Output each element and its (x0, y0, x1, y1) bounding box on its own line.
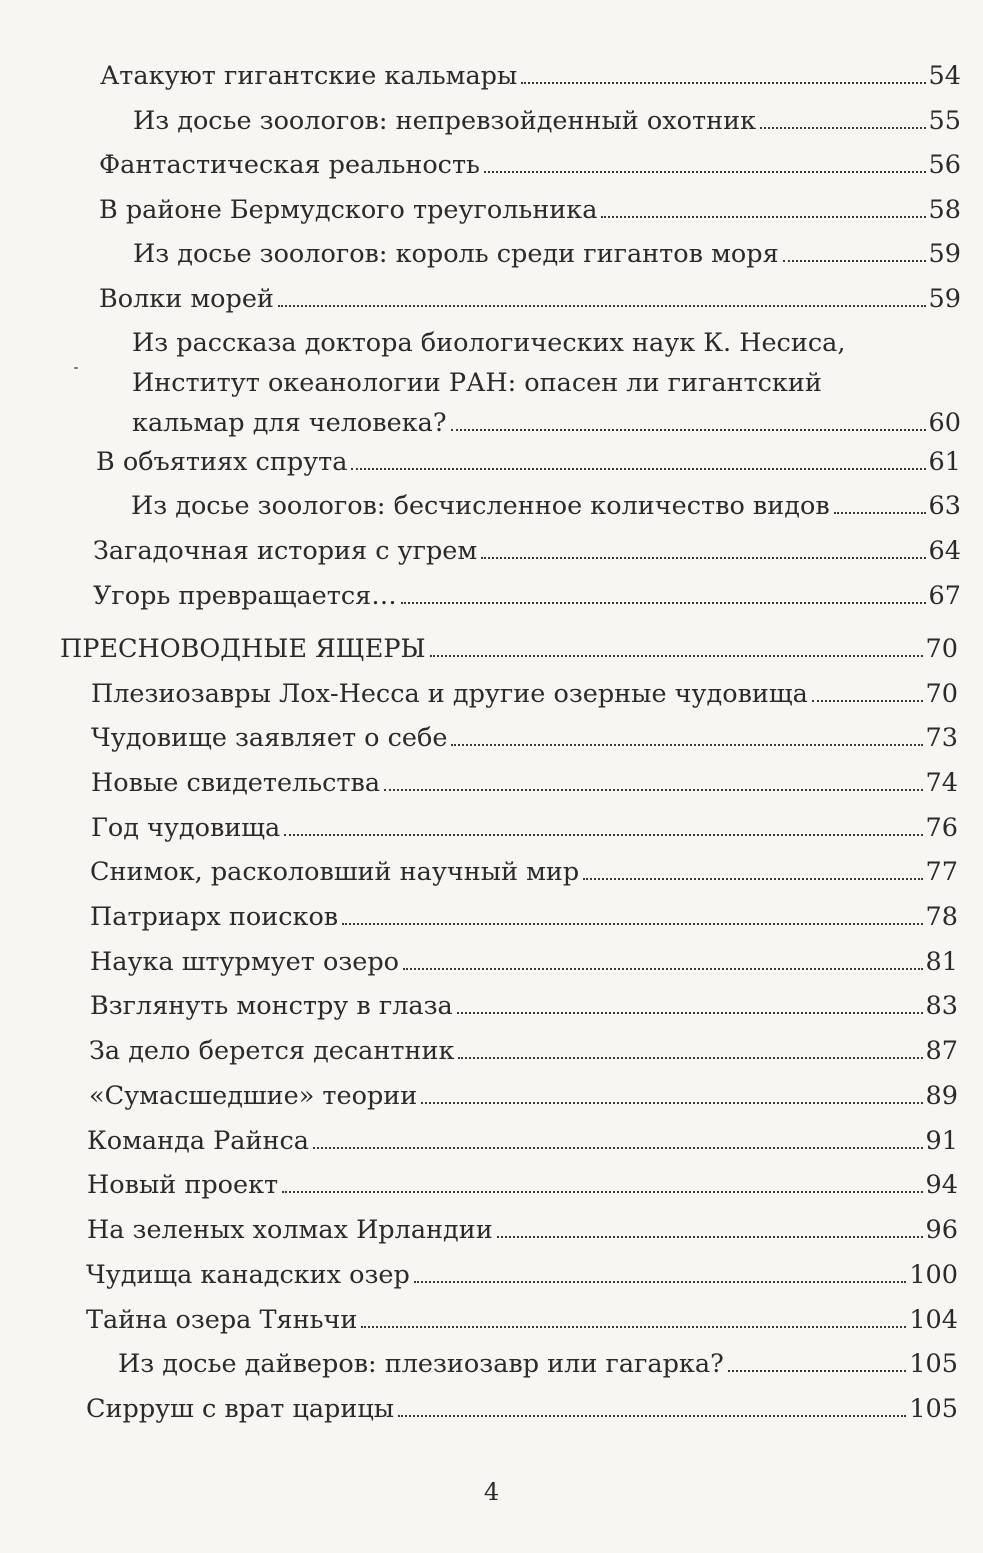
toc-entry-page: 70 (925, 679, 958, 709)
toc-entry-page: 91 (925, 1126, 958, 1156)
toc-entry-last-line (132, 403, 961, 443)
toc-entry-title: Наука штурмует озеро (90, 947, 400, 977)
toc-entry-title: Взглянуть монстру в глаза (90, 991, 453, 1021)
toc-entry-page: 94 (925, 1170, 958, 1200)
toc-entry-title: Снимок, расколовший научный мир (90, 857, 580, 887)
toc-entry-title: Плезиозавры Лох-Несса и другие озерные чудовища (91, 679, 808, 709)
toc-entry-title: В районе Бермудского треугольника (99, 195, 598, 225)
toc-entry-page: 74 (925, 768, 958, 798)
dot-leader (451, 429, 926, 431)
dot-leader (403, 968, 923, 970)
toc-entry-title-line: Из рассказа доктора биологических наук К. Несиса, (132, 328, 846, 358)
toc-entry-title: Год чудовища (91, 813, 281, 843)
toc-entry (131, 491, 961, 521)
toc-entry (87, 1215, 958, 1245)
dot-leader (484, 171, 926, 173)
toc-entry-page: 87 (925, 1036, 958, 1066)
dot-leader (351, 468, 925, 470)
dot-leader (278, 305, 926, 307)
dot-leader (583, 878, 922, 880)
dot-leader (481, 557, 925, 559)
toc-entry (90, 902, 958, 932)
dot-leader (521, 82, 925, 84)
dot-leader (783, 260, 926, 262)
toc-entry-title: Из досье зоологов: король среди гигантов моря (133, 239, 779, 269)
toc-entry-title: Волки морей (99, 284, 274, 314)
toc-entry (99, 150, 961, 180)
toc-entry-title: Атакуют гигантские кальмары (100, 61, 518, 91)
dot-leader (384, 789, 922, 791)
toc-entry-title: За дело берется десантник (89, 1036, 455, 1066)
toc-entry-title-line: кальмар для человека? (132, 408, 447, 438)
dot-leader (401, 602, 926, 604)
toc-entry-title: На зеленых холмах Ирландии (87, 1215, 493, 1245)
toc-entry-page: 105 (909, 1394, 958, 1424)
toc-entry-page: 96 (925, 1215, 958, 1245)
toc-entry-title: Тайна озера Тяньчи (86, 1305, 358, 1335)
toc-entry (91, 723, 958, 753)
toc-entry-page: 77 (925, 857, 958, 887)
page-number: 4 (483, 1478, 500, 1506)
toc-entry (91, 679, 958, 709)
toc-entry-page: 61 (928, 447, 961, 477)
toc-entry-title: В объятиях спрута (96, 447, 348, 477)
toc-entry-title: ПРЕСНОВОДНЫЕ ЯЩЕРЫ (60, 634, 426, 664)
dot-leader (601, 216, 925, 218)
toc-entry (133, 106, 961, 136)
toc-entry-title: Из досье зоологов: бесчисленное количество видов (131, 491, 830, 521)
toc-entry-title: Угорь превращается… (93, 581, 397, 611)
toc-entry (91, 813, 958, 843)
dot-leader (284, 834, 922, 836)
toc-entry-title: Новые свидетельства (91, 768, 381, 798)
toc-entry-title: Команда Райнса (87, 1126, 309, 1156)
toc-entry (93, 581, 961, 611)
toc-entry-page: 73 (925, 723, 958, 753)
toc-entry-page: 70 (925, 634, 958, 664)
toc-entry-title: «Сумасшедшие» теории (89, 1081, 418, 1111)
dot-leader (458, 1057, 922, 1059)
toc-entry (87, 1170, 958, 1200)
dot-leader (414, 1281, 906, 1283)
dot-leader (760, 127, 926, 129)
dot-leader (834, 512, 926, 514)
dot-leader (421, 1102, 922, 1104)
toc-entry-page: 78 (925, 902, 958, 932)
dot-leader (398, 1415, 906, 1417)
toc-entry (90, 857, 958, 887)
toc-entry-title: Чудовище заявляет о себе (91, 723, 448, 753)
toc-entry-page: 56 (928, 150, 961, 180)
toc-entry (100, 61, 961, 91)
toc-entry-page: 60 (928, 408, 961, 438)
toc-entry-page: 64 (928, 536, 961, 566)
toc-entry (99, 284, 961, 314)
toc-entry (87, 1126, 958, 1156)
toc-entry-page: 58 (928, 195, 961, 225)
toc-entry-page: 54 (928, 61, 961, 91)
dot-leader (728, 1370, 907, 1372)
toc-entry-page: 67 (928, 581, 961, 611)
toc-entry-title: Сирруш с врат царицы (86, 1394, 395, 1424)
toc-section-heading (60, 634, 958, 664)
toc-entry-title: Чудища канадских озер (86, 1260, 410, 1290)
toc-entry-page: 100 (909, 1260, 958, 1290)
toc-entry-page: 55 (928, 106, 961, 136)
toc-entry-page: 76 (925, 813, 958, 843)
dot-leader (457, 1012, 923, 1014)
toc-entry (89, 1036, 958, 1066)
dot-leader (342, 923, 922, 925)
toc-entry (96, 447, 961, 477)
toc-entry (133, 239, 961, 269)
toc-entry-page: 59 (928, 284, 961, 314)
toc-entry-multiline (132, 323, 961, 443)
toc-entry-page: 63 (928, 491, 961, 521)
toc-entry (91, 768, 958, 798)
toc-entry-page: 81 (925, 947, 958, 977)
toc-entry-page: 105 (909, 1349, 958, 1379)
toc-entry (90, 947, 958, 977)
dot-leader (282, 1191, 922, 1193)
toc-entry (89, 1081, 958, 1111)
dot-leader (451, 744, 922, 746)
toc-entry-title: Из досье зоологов: непревзойденный охотник (133, 106, 757, 136)
toc-entry (86, 1260, 958, 1290)
dot-leader (430, 655, 923, 657)
print-speck (74, 367, 78, 369)
toc-entry (93, 536, 961, 566)
toc-entry (86, 1394, 958, 1424)
toc-entry-title: Фантастическая реальность (99, 150, 480, 180)
dot-leader (497, 1236, 923, 1238)
toc-entry-title-line: Институт океанологии РАН: опасен ли гигантский (132, 368, 822, 398)
toc-entry (118, 1349, 958, 1379)
dot-leader (361, 1326, 906, 1328)
toc-entry (86, 1305, 958, 1335)
toc-entry-page: 83 (925, 991, 958, 1021)
toc-entry-title: Новый проект (87, 1170, 279, 1200)
dot-leader (313, 1147, 923, 1149)
toc-entry-title: Загадочная история с угрем (93, 536, 478, 566)
toc-entry (90, 991, 958, 1021)
toc-entry-page: 104 (909, 1305, 958, 1335)
dot-leader (812, 700, 923, 702)
toc-entry-title: Из досье дайверов: плезиозавр или гагарка? (118, 1349, 724, 1379)
toc-entry-page: 89 (925, 1081, 958, 1111)
toc-entry (99, 195, 961, 225)
toc-entry-page: 59 (928, 239, 961, 269)
toc-entry-title: Патриарх поисков (90, 902, 339, 932)
